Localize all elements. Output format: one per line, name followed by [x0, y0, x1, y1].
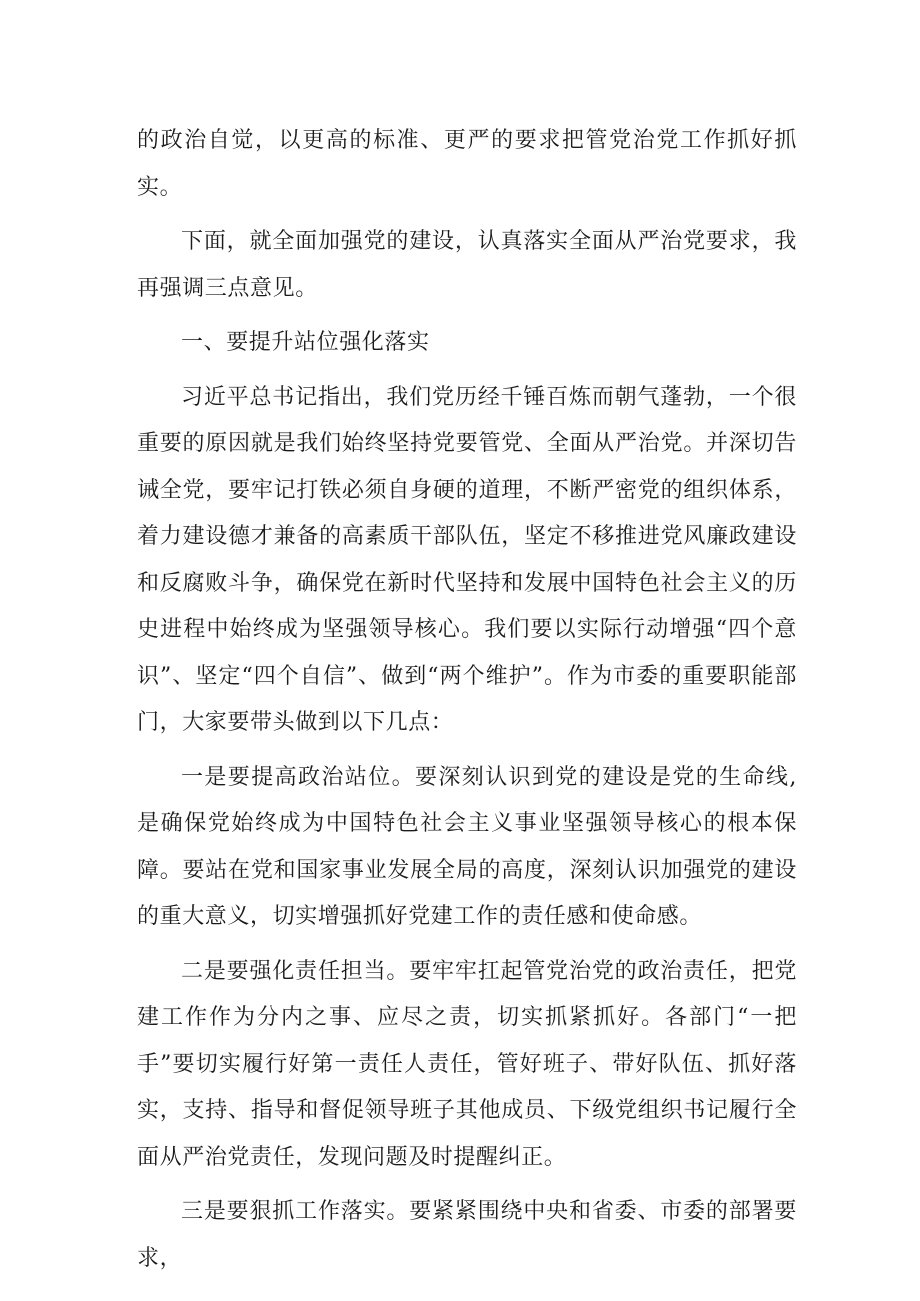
- paragraph-intro: 下面，就全面加强党的建设，认真落实全面从严治党要求，我再强调三点意见。: [137, 229, 797, 301]
- document-body: [137, 118, 797, 1290]
- paragraph-body: 习近平总书记指出，我们党历经千锤百炼而朝气蓬勃，一个很重要的原因就是我们始终坚持党要管党、全面从严治党。并深切告诫全党，要牢记打铁必须自身硬的道理，不断严密党的组织体系，着力建设德才兼备的高素质干部队伍，坚定不移推进党风廉政建设和反腐败斗争，确保党在新时代坚持和发展中国特色社会主义的历史进程中始终成为坚强领导核心。我们要以实际行动增强“四个意识”、坚定“四个自信”、做到“两个维护”。作为市委的重要职能部门，大家要带头做到以下几点：: [137, 384, 797, 735]
- paragraph-continuation: 的政治自觉，以更高的标准、更严的要求把管党治党工作抓好抓实。: [137, 128, 797, 200]
- paragraph-point-three: 三是要狠抓工作落实。要紧紧围绕中央和省委、市委的部署要求，: [137, 1199, 797, 1271]
- paragraph-point-two: 二是要强化责任担当。要牢牢扛起管党治党的政治责任，把党建工作作为分内之事、应尽之责，切实抓紧抓好。各部门“一把手”要切实履行好第一责任人责任，管好班子、带好队伍、抓好落实，支持、指导和督促领导班子其他成员、下级党组织书记履行全面从严治党责任，发现问题及时提醒纠正。: [137, 958, 797, 1170]
- section-heading: 一、要提升站位强化落实: [181, 330, 430, 355]
- paragraph-point-one: 一是要提高政治站位。要深刻认识到党的建设是党的生命线,是确保党始终成为中国特色社会主义事业坚强领导核心的根本保障。要站在党和国家事业发展全局的高度，深刻认识加强党的建设的重大意义，切实增强抓好党建工作的责任感和使命感。: [137, 764, 797, 929]
